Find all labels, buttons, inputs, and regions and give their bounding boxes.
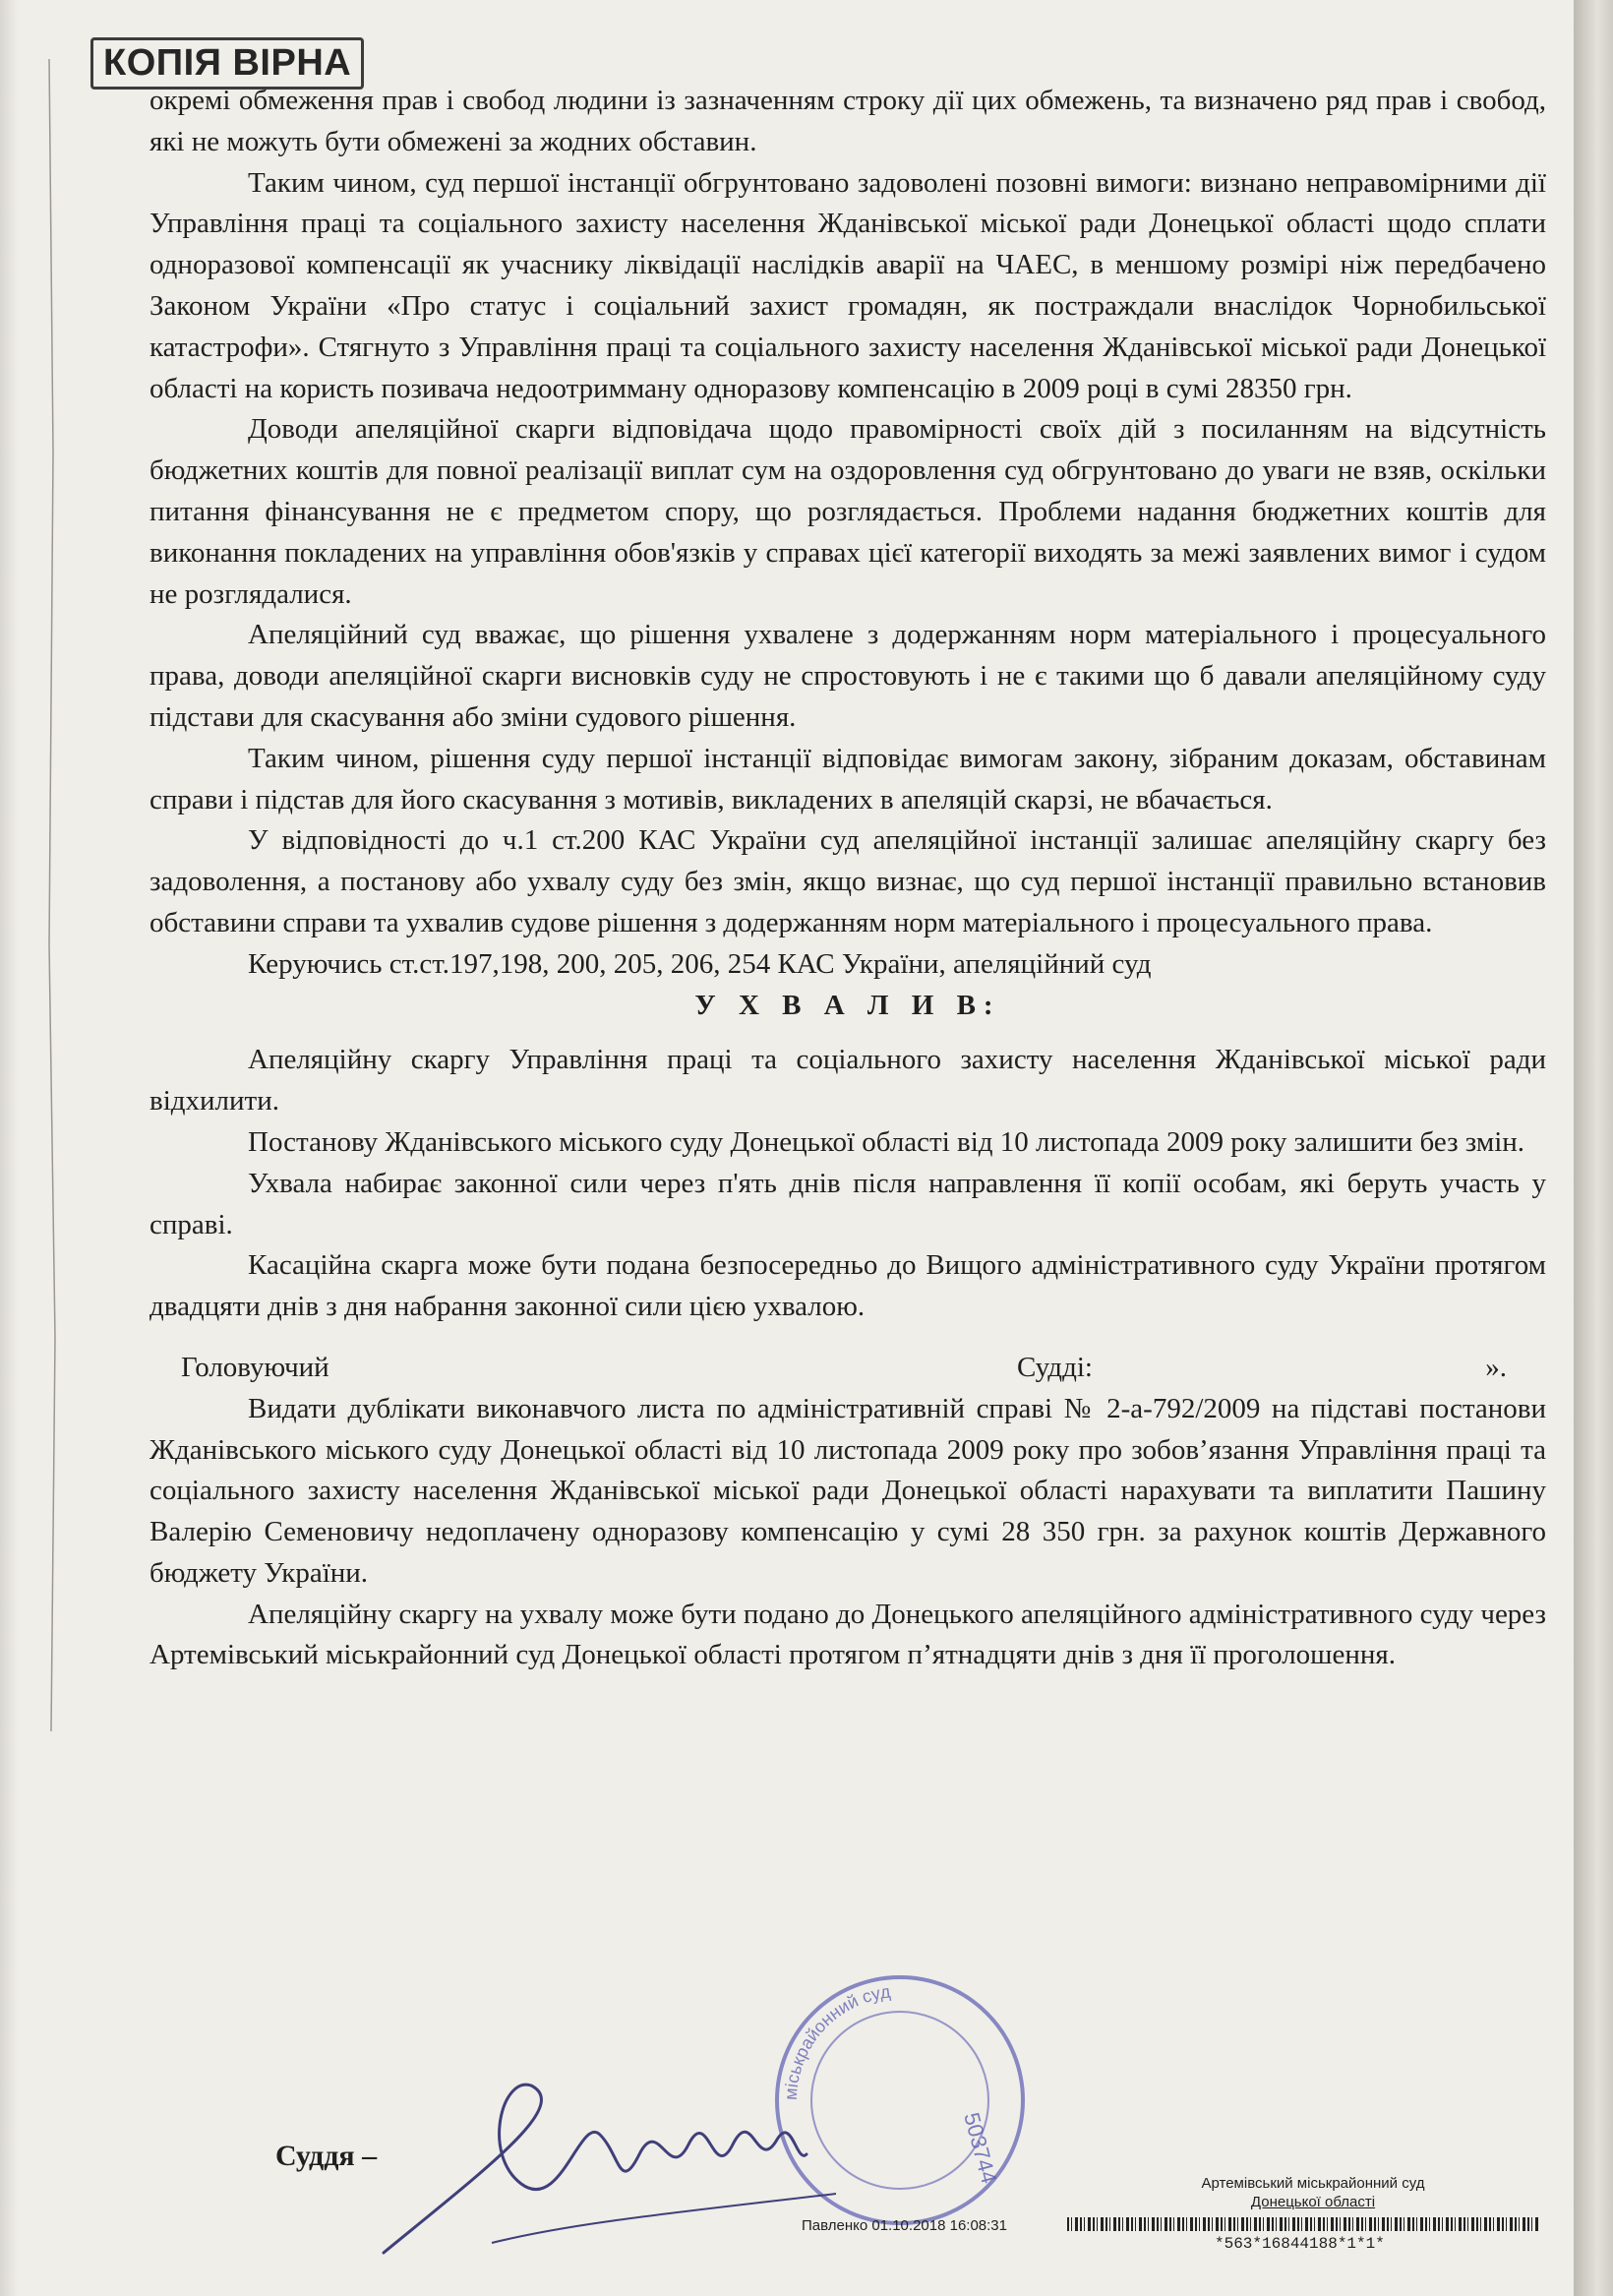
page-left-edge — [0, 0, 18, 2296]
court-region: Донецької області — [1250, 2194, 1376, 2210]
paragraph: У відповідності до ч.1 ст.200 КАС України суд апеляційної інстанції залишає апеляційну скаргу без задоволення, а постанову або ухвалу суду без змін, якщо визнає, що суд першої інстанції правильно встановив обставини справи та ухвалив судове рішення з додержанням норм матеріального і процесуального права. — [149, 824, 1546, 938]
resolution-item: Апеляційну скаргу Управління праці та соціального захисту населення Жданівської міської ради відхилити. — [149, 1044, 1546, 1118]
resolution-item: Ухвала набирає законної сили через п'ять днів після направлення її копії особам, які беруть участь у справі. — [149, 1167, 1546, 1240]
document-body — [149, 81, 1546, 1676]
margin-marks — [20, 59, 79, 1731]
resolution-item: Касаційна скарга може бути подана безпосередньо до Вищого адміністративного суду України протягом двадцяти днів з дня набрання законної сили цією ухвалою. — [149, 1249, 1546, 1323]
resolution-item: Постанову Жданівського міського суду Донецької області від 10 листопада 2009 року залишити без змін. — [248, 1125, 1525, 1158]
end-mark: ». — [1485, 1351, 1507, 1383]
judge-label: Суддя – — [275, 2140, 378, 2172]
page-right-edge — [1574, 0, 1613, 2296]
paragraph: окремі обмеження прав і свобод людини із зазначенням строку дії цих обмежень, та визначено ряд прав і свобод, які не можуть бути обмежені за жодних обставин. — [149, 85, 1546, 157]
signature-line — [149, 1348, 1546, 1389]
paragraph: Доводи апеляційної скарги відповідача щодо правомірності своїх дій з посиланням на відсутність бюджетних коштів для повної реалізації виплат сум на оздоровлення суд обгрунтовано до уваги не взяв, оскільки питання фінансування не є предметом спору, що розглядається. Проблеми надання бюджетних коштів для виконання покладених на управління обов'язків у справах цієї категорії виходять за межі заявлених вимог і судом не розглядалися. — [149, 413, 1546, 610]
appeal-note: Апеляційну скаргу на ухвалу може бути подано до Донецького апеляційного адміністративного суду через Артемівський міськрайонний суд Донецької області протягом п’ятнадцяти днів з дня її проголошення. — [149, 1598, 1546, 1671]
duplicate-order: Видати дублікати виконавчого листа по адміністративній справі № 2-а-792/2009 на підставі постанови Жданівського міського суду Донецької області від 10 листопада 2009 року про зобов’язання Управління праці та соціального захисту населення Жданівської міської ради Донецької області нарахувати та виплатити Пашину Валерію Семеновичу недоплачену одноразову компенсацію у сумі 28 350 грн. за рахунок коштів Державного бюджету України. — [149, 1392, 1546, 1589]
judges-label: Судді: — [1017, 1351, 1093, 1383]
document-meta: Павленко 01.10.2018 16:08:31 — [802, 2217, 1007, 2234]
paragraph: Апеляційний суд вважає, що рішення ухвалене з додержанням норм матеріального і процесуального права, доводи апеляційної скарги висновків суду не спростовують і не є такими що б давали апеляційному суду підстави для скасування або зміни судового рішення. — [149, 619, 1546, 733]
resolution-heading: У Х В А Л И В: — [694, 989, 1001, 1021]
paragraph: Таким чином, рішення суду першої інстанції відповідає вимогам закону, зібраним доказам, обставинам справи і підстав для його скасування з мотивів, викладених в апеляцій скарзі, не вбачається. — [149, 742, 1546, 816]
paragraph: Керуючись ст.ст.197,198, 200, 205, 206, 254 КАС України, апеляційний суд — [248, 947, 1152, 980]
barcode-text: *563*16844188*1*1* — [1215, 2235, 1385, 2253]
seal-number: 503744 — [959, 2109, 1002, 2187]
copy-certified-stamp: КОПІЯ ВІРНА — [90, 37, 364, 90]
seal-ring-text: міськрайонний суд — [780, 1981, 892, 2101]
court-name: Артемівський міськрайонний суд — [1201, 2175, 1425, 2192]
barcode — [1067, 2217, 1539, 2231]
paragraph: Таким чином, суд першої інстанції обгрунтовано задоволені позовні вимоги: визнано неправомірними дії Управління праці та соціального захисту населення Жданівської міської ради Донецької області щодо сплати одноразової компенсації як учаснику ліквідації наслідків аварії на ЧАЕС, в меншому розмірі ніж передбачено Законом України «Про статус і соціальний захист громадян, як постраждали внаслідок Чорнобильської катастрофи». Стягнуто з Управління праці та соціального захисту населення Жданівської міської ради Донецької області на користь позивача недоотримману одноразову компенсацію в 2009 році в сумі 28350 грн. — [149, 166, 1546, 404]
presiding-label: Головуючий — [181, 1351, 329, 1383]
handwritten-signature — [374, 2046, 866, 2263]
court-footer — [1165, 2174, 1461, 2211]
